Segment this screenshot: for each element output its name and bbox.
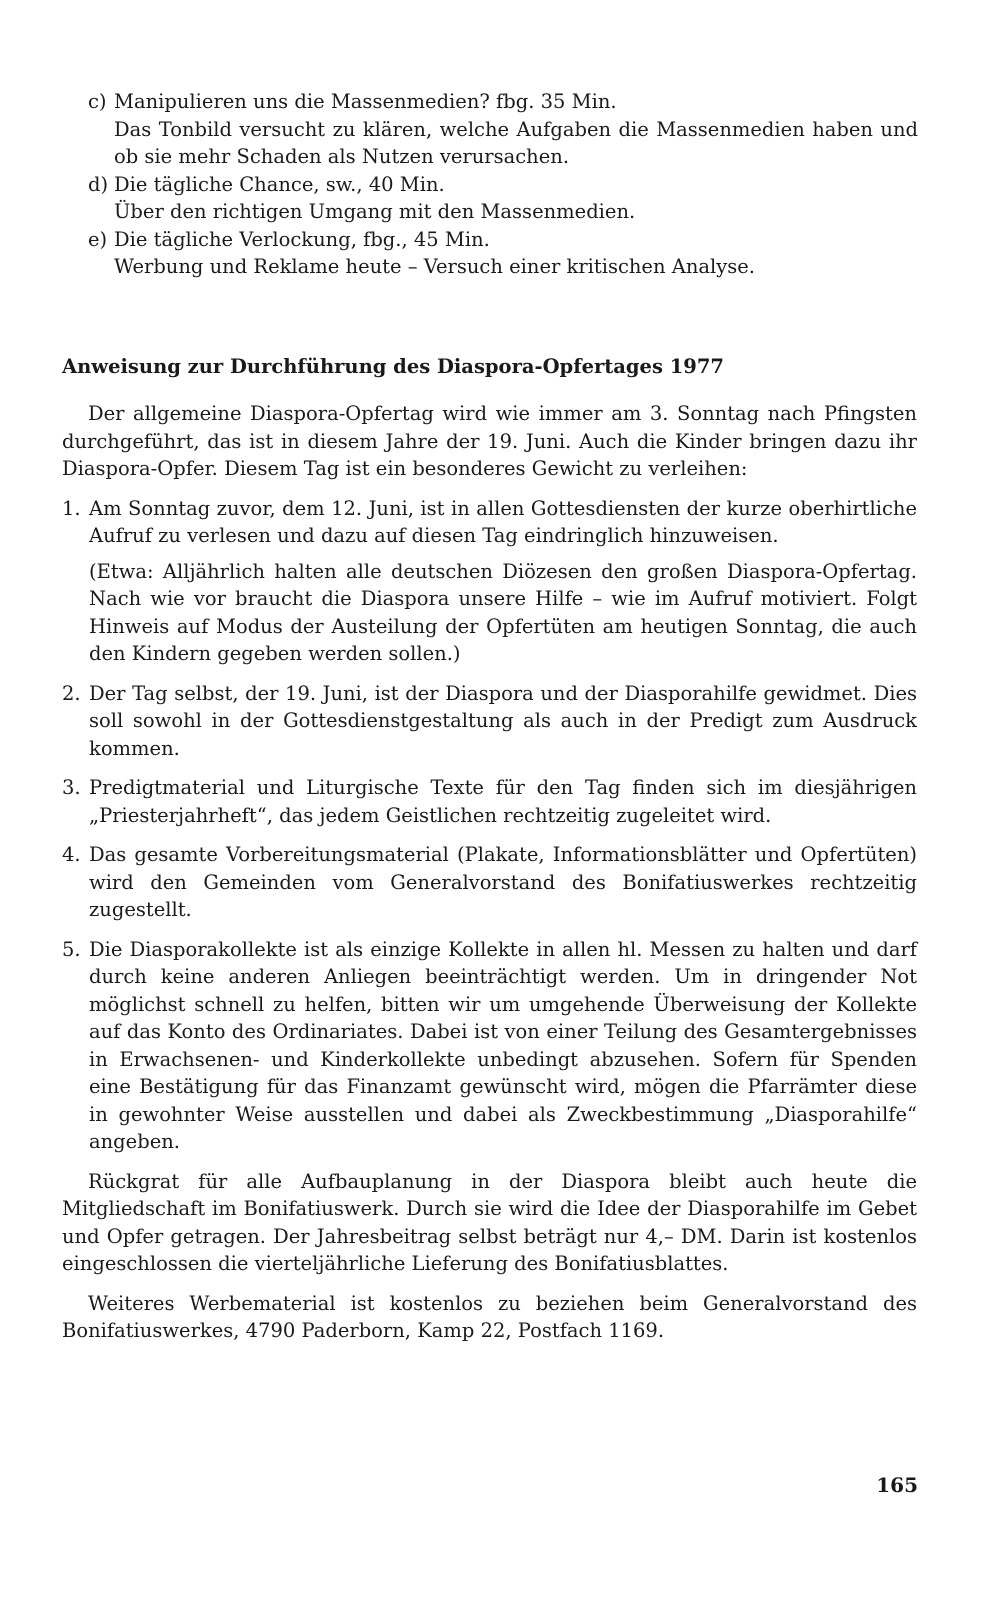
item-note: (Etwa: Alljährlich halten alle deutschen Diözesen den großen Diaspora-Opfertag. Nach wie vor braucht die Diaspora unsere Hilfe – wie im Aufruf motiviert. Folgt Hinweis auf Modus der Austeilung der Opfertüten am heutigen Sonntag, die auch den Kindern gegeben werden sollen.) bbox=[89, 559, 917, 665]
media-item-c bbox=[88, 88, 918, 171]
item-number: 1. bbox=[62, 496, 81, 520]
intro-paragraph: Der allgemeine Diaspora-Opfertag wird wie immer am 3. Sonntag nach Pfingsten durchgeführt, das ist in diesem Jahre der 19. Juni. Auch die Kinder bringen dazu ihr Diaspora-Opfer. Diesem Tag ist ein besonderes Gewicht zu verleihen: bbox=[62, 402, 917, 480]
material-paragraph: Weiteres Werbematerial ist kostenlos zu beziehen beim Generalvorstand des Bonifatiuswerkes, 4790 Paderborn, Kamp 22, Postfach 1169. bbox=[62, 1291, 917, 1342]
item-description: Das Tonbild versucht zu klären, welche Aufgaben die Massenmedien haben und ob sie mehr Schaden als Nutzen verursachen. bbox=[114, 117, 918, 168]
media-item-d bbox=[88, 171, 918, 226]
list-item-5 bbox=[62, 936, 917, 1156]
item-text: Der Tag selbst, der 19. Juni, ist der Diaspora und der Diasporahilfe gewidmet. Dies soll sowohl in der Gottesdienstgestaltung als auch in der Predigt zum Ausdruck kommen. bbox=[89, 681, 917, 760]
item-title: Die tägliche Verlockung, fbg., 45 Min. bbox=[114, 227, 490, 251]
item-title: Die tägliche Chance, sw., 40 Min. bbox=[114, 172, 445, 196]
list-item-3 bbox=[62, 774, 917, 829]
item-text: Das gesamte Vorbereitungsmaterial (Plakate, Informationsblätter und Opfertüten) wird den Gemeinden vom Generalvorstand des Bonifatiuswerkes rechtzeitig zugestellt. bbox=[89, 843, 917, 921]
list-item-4 bbox=[62, 841, 917, 924]
item-text: Am Sonntag zuvor, dem 12. Juni, ist in allen Gottesdiensten der kurze oberhirtliche Aufruf zu verlesen und dazu auf diesen Tag eindringlich hinzuweisen. bbox=[89, 496, 917, 547]
item-description: Werbung und Reklame heute – Versuch einer kritischen Analyse. bbox=[114, 255, 755, 278]
item-number: 4. bbox=[62, 843, 81, 866]
item-number: 3. bbox=[62, 776, 81, 799]
media-item-e bbox=[88, 226, 918, 281]
main-text bbox=[62, 400, 917, 1357]
item-number: 5. bbox=[62, 937, 81, 961]
item-number: 2. bbox=[62, 681, 81, 705]
item-title: Manipulieren uns die Massenmedien? fbg. 35 Min. bbox=[114, 90, 617, 113]
list-item-1 bbox=[62, 495, 917, 668]
item-description: Über den richtigen Umgang mit den Massenmedien. bbox=[114, 200, 636, 223]
item-label: e) bbox=[88, 227, 108, 251]
item-label: c) bbox=[88, 90, 107, 113]
membership-paragraph: Rückgrat für alle Aufbauplanung in der Diaspora bleibt auch heute die Mitgliedschaft im Bonifatiuswerk. Durch sie wird die Idee der Diasporahilfe im Gebet und Opfer getragen. Der Jahresbeitrag selbst beträgt nur 4,– DM. Darin ist kostenlos eingeschlossen die vierteljährliche Lieferung des Bonifatiusblattes. bbox=[62, 1169, 917, 1275]
media-list bbox=[88, 88, 918, 281]
item-label: d) bbox=[88, 172, 109, 196]
page-number: 165 bbox=[876, 1473, 918, 1497]
section-heading: Anweisung zur Durchführung des Diaspora-Opfertages 1977 bbox=[62, 355, 724, 378]
list-item-2 bbox=[62, 680, 917, 763]
instruction-list bbox=[62, 495, 917, 1156]
item-text: Die Diasporakollekte ist als einzige Kollekte in allen hl. Messen zu halten und darf durch keine anderen Anliegen beeinträchtigt werden. Um in dringender Not möglichst schnell zu helfen, bitten wir um umgehende Überweisung der Kollekte auf das Konto des Ordinariates. Dabei ist von einer Teilung des Gesamtergebnisses in Erwachsenen- und Kinderkollekte unbedingt abzusehen. Sofern für Spenden eine Bestätigung für das Finanzamt gewünscht wird, mögen die Pfarrämter diese in gewohnter Weise ausstellen und dabei als Zweckbestimmung „Diasporahilfe“ angeben. bbox=[89, 937, 917, 1153]
item-text: Predigtmaterial und Liturgische Texte für den Tag finden sich im diesjährigen „Priesterjahrheft“, das jedem Geistlichen rechtzeitig zugeleitet wird. bbox=[89, 776, 917, 827]
